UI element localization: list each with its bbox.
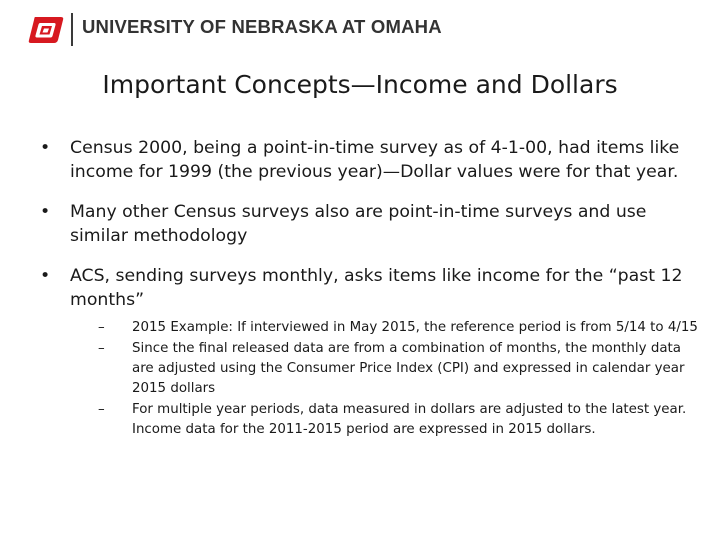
sub-text: Since the final released data are from a combination of months, the monthly data are adjusted using the Consumer Price Index (CPI) and expressed in calendar year 2015 dollars: [132, 341, 685, 396]
sub-item: [98, 400, 700, 440]
sub-item: [98, 339, 700, 399]
bullet-marker: •: [40, 266, 51, 286]
slide-content: [40, 136, 700, 456]
sub-list: [98, 318, 700, 440]
sub-marker: –: [98, 320, 105, 335]
bullet-item: [40, 264, 700, 440]
uno-o-logo-icon: [27, 13, 65, 47]
bullet-text: ACS, sending surveys monthly, asks items like income for the “past 12 months”: [70, 266, 683, 310]
bullet-marker: •: [40, 138, 51, 158]
bullet-item: [40, 200, 700, 248]
header-divider: [71, 13, 73, 46]
header-bar: [0, 0, 720, 62]
slide-title: Important Concepts—Income and Dollars: [102, 70, 618, 99]
sub-marker: –: [98, 402, 105, 417]
bullet-item: [40, 136, 700, 184]
sub-text: For multiple year periods, data measured in dollars are adjusted to the latest year. Income data for the 2011-2015 period are expressed in 2015 dollars.: [132, 402, 687, 437]
sub-text: 2015 Example: If interviewed in May 2015, the reference period is from 5/14 to 4/15: [132, 320, 698, 335]
bullet-text: Many other Census surveys also are point-in-time surveys and use similar methodology: [70, 202, 647, 246]
bullet-text: Census 2000, being a point-in-time survey as of 4-1-00, had items like income for 1999 (the previous year)—Dollar values were for that year.: [70, 138, 680, 182]
sub-marker: –: [98, 341, 105, 356]
university-name: UNIVERSITY OF NEBRASKA AT OMAHA: [82, 16, 442, 37]
bullet-marker: •: [40, 202, 51, 222]
sub-item: [98, 318, 700, 338]
